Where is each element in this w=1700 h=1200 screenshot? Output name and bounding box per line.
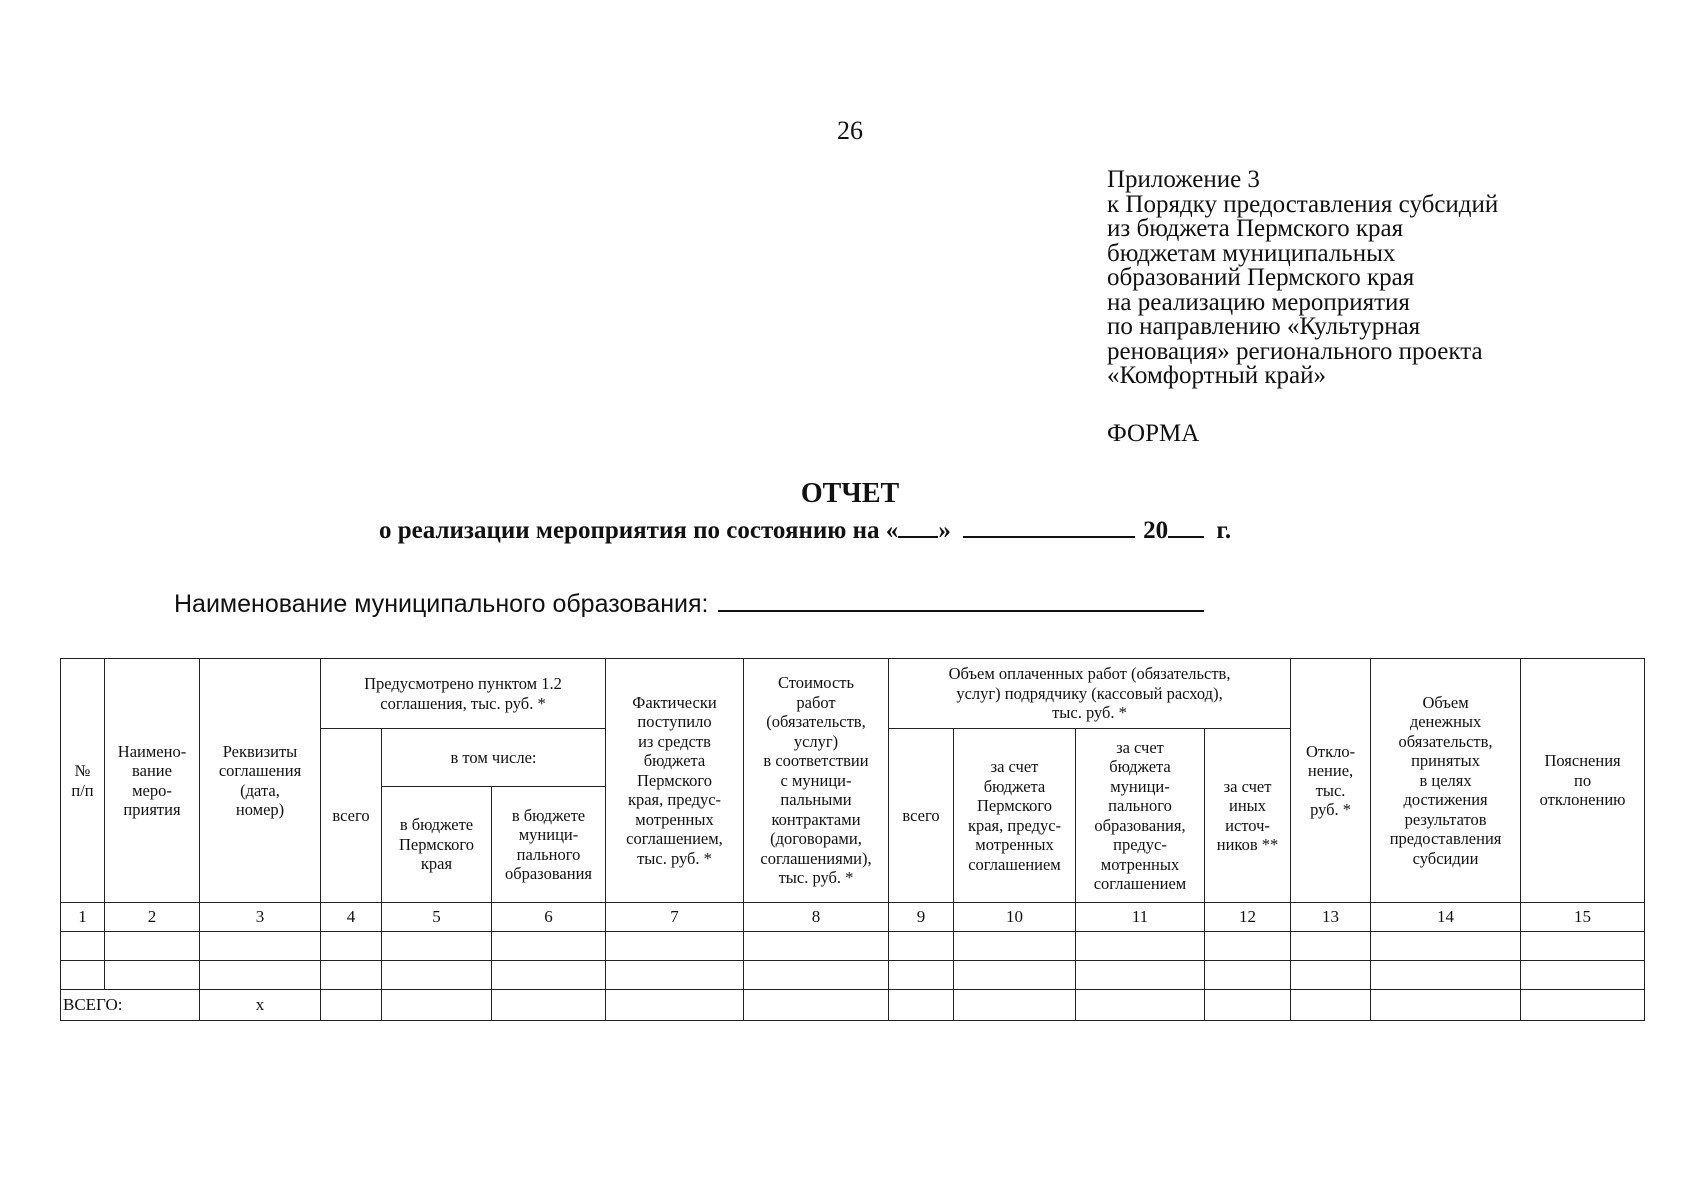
table-cell[interactable] <box>889 961 954 990</box>
table-cell[interactable] <box>1371 932 1521 961</box>
municipality-label: Наименование муниципального образования: <box>174 590 709 618</box>
report-subtitle-year: 20 <box>1143 517 1169 544</box>
table-cell[interactable] <box>606 990 744 1021</box>
header-paid-total: всего <box>889 729 954 903</box>
header-name: Наимено- вание меро- приятия <box>105 659 200 903</box>
table-cell[interactable] <box>105 932 200 961</box>
table-cell[interactable] <box>954 990 1076 1021</box>
header-num: № п/п <box>61 659 105 903</box>
table-cell[interactable] <box>382 932 492 961</box>
header-planned: Предусмотрено пунктом 1.2 соглашения, тыс. руб. * <box>321 659 606 729</box>
table-row <box>61 961 1645 990</box>
column-number: 9 <box>889 903 954 932</box>
column-number: 3 <box>200 903 321 932</box>
table-cell[interactable] <box>61 961 105 990</box>
table-cell[interactable] <box>954 932 1076 961</box>
municipality-line <box>174 590 1204 619</box>
column-numbers-row <box>61 903 1645 932</box>
column-number: 2 <box>105 903 200 932</box>
header-paid: Объем оплаченных работ (обязательств, услуг) подрядчику (кассовый расход), тыс. руб. * <box>889 659 1291 729</box>
table-cell[interactable] <box>1521 990 1645 1021</box>
header-planned-region: в бюджете Пермского края <box>382 787 492 903</box>
report-subtitle-text: о реализации мероприятия по состоянию на « <box>379 517 899 544</box>
table-cell[interactable] <box>321 961 382 990</box>
table-cell[interactable] <box>1205 990 1291 1021</box>
year-blank[interactable] <box>1168 516 1204 538</box>
table-cell[interactable] <box>105 961 200 990</box>
appendix-line: из бюджета Пермского края <box>1107 215 1404 242</box>
table-cell[interactable] <box>200 961 321 990</box>
form-label: ФОРМА <box>1107 420 1200 447</box>
page-number: 26 <box>837 116 863 145</box>
total-label: ВСЕГО: <box>61 990 200 1021</box>
table-cell[interactable] <box>1076 961 1205 990</box>
total-requisites: х <box>200 990 321 1021</box>
table-cell[interactable] <box>321 990 382 1021</box>
column-number: 7 <box>606 903 744 932</box>
table-cell[interactable] <box>889 990 954 1021</box>
table-cell[interactable] <box>61 932 105 961</box>
report-subtitle-g: г. <box>1216 517 1232 544</box>
appendix-line: образований Пермского края <box>1107 264 1415 291</box>
table-cell[interactable] <box>1521 961 1645 990</box>
table-cell[interactable] <box>1205 961 1291 990</box>
table-cell[interactable] <box>382 990 492 1021</box>
table-cell[interactable] <box>200 932 321 961</box>
table-cell[interactable] <box>1205 932 1291 961</box>
column-number: 8 <box>744 903 889 932</box>
table-cell[interactable] <box>1076 990 1205 1021</box>
table-cell[interactable] <box>606 961 744 990</box>
table-cell[interactable] <box>321 932 382 961</box>
municipality-blank[interactable] <box>718 590 1204 612</box>
column-number: 14 <box>1371 903 1521 932</box>
total-row <box>61 990 1645 1021</box>
table-cell[interactable] <box>1291 961 1371 990</box>
month-blank[interactable] <box>963 516 1135 538</box>
header-planned-total: всего <box>321 729 382 903</box>
header-planned-including: в том числе: <box>382 729 606 787</box>
column-number: 4 <box>321 903 382 932</box>
table-cell[interactable] <box>606 932 744 961</box>
appendix-line: на реализацию мероприятия <box>1107 288 1410 316</box>
table-cell[interactable] <box>1291 990 1371 1021</box>
report-table <box>60 658 1645 1021</box>
report-subtitle-quote: » <box>938 517 951 544</box>
header-explanation: Пояснения по отклонению <box>1521 659 1645 903</box>
appendix-line: по направлению «Культурная <box>1107 313 1421 340</box>
appendix-line: реновация» регионального проекта <box>1107 337 1483 365</box>
table-cell[interactable] <box>492 932 606 961</box>
table-cell[interactable] <box>492 961 606 990</box>
table-cell[interactable] <box>744 990 889 1021</box>
table-cell[interactable] <box>1291 932 1371 961</box>
column-number: 5 <box>382 903 492 932</box>
column-number: 13 <box>1291 903 1371 932</box>
table-cell[interactable] <box>954 961 1076 990</box>
table-cell[interactable] <box>744 961 889 990</box>
column-number: 15 <box>1521 903 1645 932</box>
report-title: ОТЧЕТ <box>800 478 900 509</box>
table-cell[interactable] <box>382 961 492 990</box>
column-number: 12 <box>1205 903 1291 932</box>
table-cell[interactable] <box>744 932 889 961</box>
header-paid-region: за счет бюджета Пермского края, предус- мотренных соглашением <box>954 729 1076 903</box>
header-received: Фактически поступило из средств бюджета Пермского края, предус- мотренных соглашением, тыс. руб. * <box>606 659 744 903</box>
column-number: 10 <box>954 903 1076 932</box>
header-deviation: Откло- нение, тыс. руб. * <box>1291 659 1371 903</box>
header-requisites: Реквизиты соглашения (дата, номер) <box>200 659 321 903</box>
table-cell[interactable] <box>1371 961 1521 990</box>
header-obligations: Объем денежных обязательств, принятых в целях достижения результатов предоставления субсидии <box>1371 659 1521 903</box>
table-cell[interactable] <box>1076 932 1205 961</box>
table-cell[interactable] <box>1371 990 1521 1021</box>
header-cost: Стоимость работ (обязательств, услуг) в соответствии с муници- пальными контрактами (договорами, соглашениями), тыс. руб. * <box>744 659 889 903</box>
appendix-reference <box>1107 168 1498 389</box>
table-row <box>61 932 1645 961</box>
header-paid-other: за счет иных источ- ников ** <box>1205 729 1291 903</box>
column-number: 11 <box>1076 903 1205 932</box>
header-planned-municipal: в бюджете муници- пального образования <box>492 787 606 903</box>
report-subtitle <box>379 516 1231 545</box>
column-number: 6 <box>492 903 606 932</box>
appendix-line: к Порядку предоставления субсидий <box>1107 190 1499 218</box>
table-cell[interactable] <box>492 990 606 1021</box>
appendix-line: бюджетам муниципальных <box>1107 239 1396 267</box>
table-cell[interactable] <box>889 932 954 961</box>
appendix-line: «Комфортный край» <box>1107 362 1326 389</box>
header-paid-municipal: за счет бюджета муници- пального образования, предус- мотренных соглашением <box>1076 729 1205 903</box>
day-blank[interactable] <box>898 516 938 538</box>
appendix-line: Приложение 3 <box>1107 166 1260 193</box>
table-cell[interactable] <box>1521 932 1645 961</box>
column-number: 1 <box>61 903 105 932</box>
